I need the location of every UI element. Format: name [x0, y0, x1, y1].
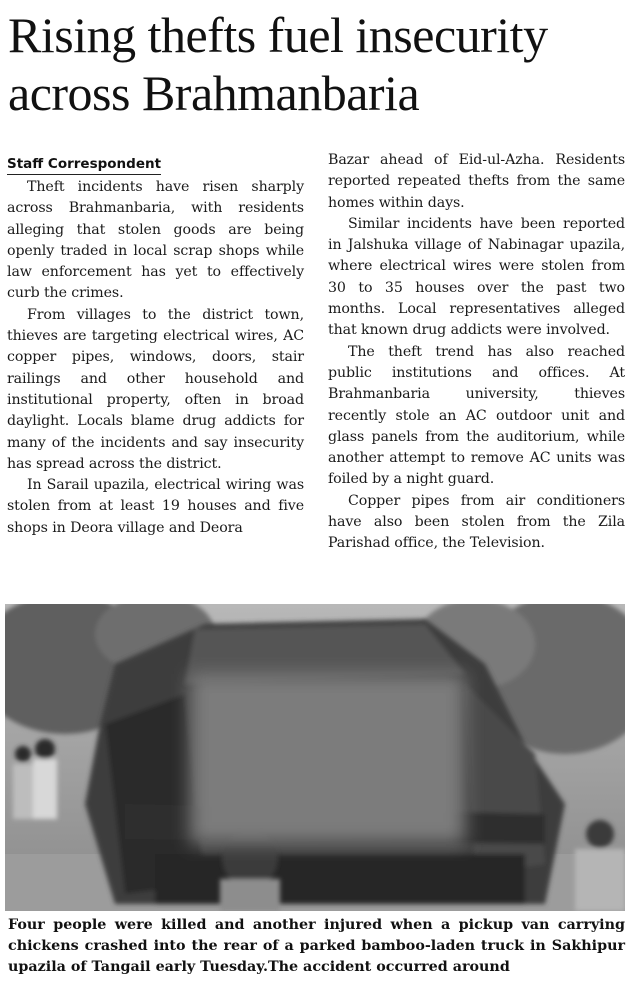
paragraph-3-continued: Bazar ahead of Eid-ul-Azha. Residents reported repeated thefts from the same homes within days. [328, 152, 625, 211]
paragraph-3: In Sarail upazila, electrical wiring was stolen from at least 19 houses and five shops in Deora village and Deora [7, 477, 304, 536]
byline: Staff Correspondent [7, 156, 161, 175]
paragraph-1: Theft incidents have risen sharply across Brahmanbaria, with residents alleging that stolen goods are being openly traded in local scrap shops while law enforcement has yet to effectively curb the crimes. [7, 179, 304, 302]
paragraph-5: The theft trend has also reached public institutions and offices. At Brahmanbaria university, thieves recently stole an AC outdoor unit and glass panels from the auditorium, while another attempt to remove AC units was foiled by a night guard. [328, 343, 625, 488]
accident-photo [5, 604, 625, 911]
paragraph-4: Similar incidents have been reported in Jalshuka village of Nabinagar upazila, where electrical wires were stolen from 30 to 35 houses over the past two months. Local representatives alleged that known drug addicts were involved. [328, 215, 625, 339]
headline: Rising thefts fuel insecurity across Brahmanbaria [8, 7, 548, 121]
photo-caption: Four people were killed and another injured when a pickup van carrying chickens crashed into the rear of a parked bamboo-laden truck in Sakhipur upazila of Tangail early Tuesday.The accident occurred around [8, 917, 625, 975]
blurred-area [190, 674, 465, 844]
paragraph-6: Copper pipes from air conditioners have also been stolen from the Zila Parishad office, the Television. [328, 492, 625, 552]
article-column-right [328, 150, 625, 580]
article-body [7, 150, 625, 580]
paragraph-2: From villages to the district town, thieves are targeting electrical wires, AC copper pipes, windows, doors, stair railings and other household and institutional property, often in broad daylight. Locals blame drug addicts for many of the incidents and say insecurity has spread across the district. [7, 306, 304, 472]
article-column-left [7, 150, 304, 580]
accident-photo-illustration [5, 604, 625, 911]
